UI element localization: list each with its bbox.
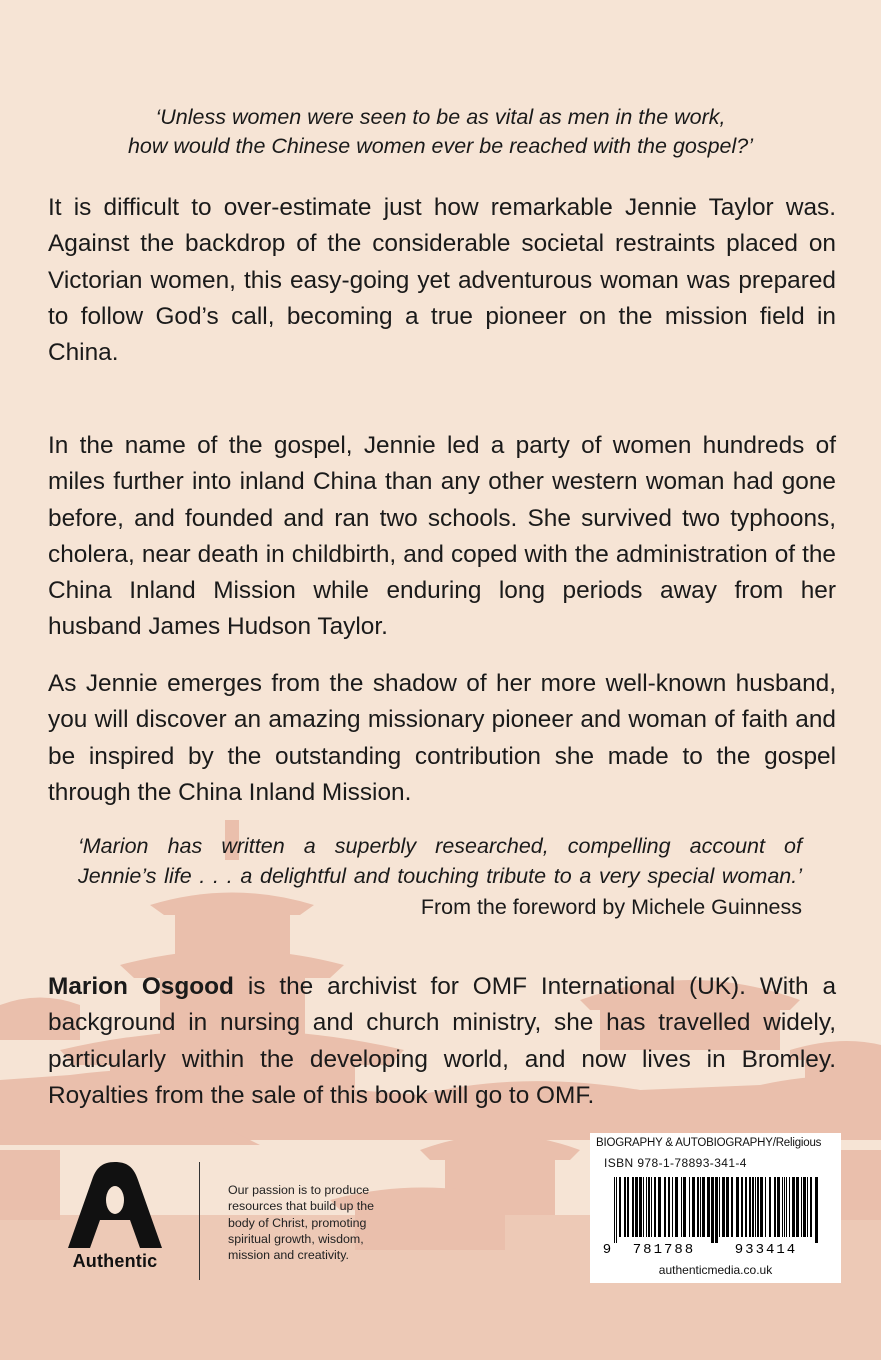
barcode-bar <box>731 1177 733 1237</box>
barcode-bar <box>792 1177 795 1237</box>
publisher-website: authenticmedia.co.uk <box>658 1263 773 1277</box>
barcode-bar <box>815 1177 818 1243</box>
barcode-bar <box>760 1177 763 1237</box>
barcode-bar <box>726 1177 729 1237</box>
blurb-paragraph-2-text: In the name of the gospel, Jennie led a party of women hundreds of miles further into inland China than any other western woman had gone before, and founded and ran two schools. She survived two typhoons, cholera, near death in childbirth, and coped with the administration of the China Inland Mission while enduring long periods away from her husband James Hudson Taylor. <box>48 432 836 641</box>
barcode-bar <box>624 1177 626 1237</box>
isbn-barcode <box>602 1177 828 1258</box>
barcode-bar <box>692 1177 695 1237</box>
endorsement-quote <box>78 832 802 923</box>
barcode-bar <box>614 1177 615 1243</box>
opening-quote-line-2: how would the Chinese women ever be reached with the gospel?’ <box>127 134 754 158</box>
barcode-bar <box>700 1177 701 1237</box>
barcode-bar <box>796 1177 799 1237</box>
blurb-paragraph-1 <box>48 190 836 371</box>
blurb-paragraph-3-text: As Jennie emerges from the shadow of her more well-known husband, you will discover an amazing missionary pioneer and woman of faith and be inspired by the outstanding contribution she made to the gospel through the China Inland Mission. <box>48 670 836 806</box>
barcode-bar <box>719 1177 720 1237</box>
tagline-line-2: resources that build up the <box>228 1199 375 1214</box>
author-bio-text <box>48 969 836 1114</box>
barcode-bar <box>722 1177 725 1237</box>
barcode-bar <box>782 1177 783 1237</box>
barcode-bar <box>658 1177 661 1237</box>
barcode-digits: 9 <box>602 1242 614 1258</box>
barcode-bar <box>648 1177 650 1237</box>
barcode-bar <box>683 1177 686 1237</box>
barcode-bar <box>681 1177 682 1237</box>
barcode-digits: 781788 <box>632 1242 696 1258</box>
barcode-bar <box>702 1177 705 1237</box>
barcode-bar <box>707 1177 710 1237</box>
blurb-paragraph-3 <box>48 666 836 811</box>
barcode-bar <box>632 1177 634 1237</box>
barcode-bar <box>803 1177 806 1237</box>
author-bio <box>48 969 836 1114</box>
barcode-bar <box>789 1177 790 1237</box>
blurb-paragraph-1-text: It is difficult to over-estimate just how remarkable Jennie Taylor was. Against the backdrop of the considerable societal restraints placed on Victorian women, this easy-going yet adventurous woman was prepared to follow God’s call, becoming a true pioneer on the mission field in China. <box>48 194 836 367</box>
tagline-line-5: mission and creativity. <box>228 1248 349 1263</box>
barcode-bar <box>749 1177 751 1237</box>
barcode-bar <box>752 1177 754 1237</box>
barcode-bar <box>675 1177 678 1237</box>
endorsement-text <box>78 832 802 891</box>
barcode-bar <box>755 1177 756 1237</box>
book-category: BIOGRAPHY & AUTOBIOGRAPHY/Religious <box>596 1137 822 1149</box>
barcode-bar <box>786 1177 787 1237</box>
opening-quote-line-1: ‘Unless women were seen to be as vital as men in the work, <box>155 105 726 129</box>
barcode-bar <box>757 1177 759 1237</box>
endorsement-line-1: ‘Marion has written a superbly researched, compelling account of <box>78 834 802 858</box>
barcode-digits: 933414 <box>734 1242 798 1258</box>
barcode-bar <box>654 1177 656 1237</box>
publisher-logo-word: Authentic <box>72 1251 158 1271</box>
barcode-bar <box>643 1177 644 1237</box>
barcode-bar <box>769 1177 771 1237</box>
barcode-panel <box>590 1133 841 1283</box>
barcode-bar <box>616 1177 617 1243</box>
barcode-bar <box>697 1177 699 1237</box>
barcode-bar <box>807 1177 808 1237</box>
publisher-tagline <box>228 1182 418 1263</box>
barcode-bar <box>646 1177 647 1237</box>
isbn-label: ISBN 978-1-78893-341-4 <box>604 1156 747 1170</box>
author-name: Marion Osgood <box>48 973 234 1000</box>
barcode-bar <box>736 1177 739 1237</box>
barcode-bar <box>715 1177 718 1243</box>
barcode-bar <box>668 1177 670 1237</box>
opening-quote <box>60 103 821 161</box>
endorsement-attribution: From the foreword by Michele Guinness <box>420 895 802 919</box>
barcode-bar <box>777 1177 780 1237</box>
barcode-bar <box>664 1177 666 1237</box>
barcode-bar <box>711 1177 714 1243</box>
barcode-bar <box>741 1177 743 1237</box>
barcode-bar <box>784 1177 785 1237</box>
blurb-paragraph-2 <box>48 428 836 646</box>
tagline-line-4: spiritual growth, wisdom, <box>228 1231 364 1246</box>
barcode-bar <box>635 1177 638 1237</box>
tagline-line-1: Our passion is to produce <box>228 1183 370 1197</box>
barcode-bar <box>672 1177 673 1237</box>
endorsement-line-2: Jennie’s life . . . a delightful and touching tribute to a very special woman.’ <box>78 863 802 888</box>
barcode-bar <box>689 1177 690 1237</box>
barcode-bar <box>627 1177 629 1237</box>
publisher-divider <box>199 1162 200 1280</box>
tagline-line-3: body of Christ, promoting <box>228 1215 367 1230</box>
barcode-bar <box>639 1177 642 1237</box>
author-bio-body: is the archivist for OMF International (UK). With a background in nursing and church ministry, she has travelled widely, particularly within the developing world, and now lives in Bromley. Royalties from the sale of this book will go to OMF. <box>48 973 837 1109</box>
barcode-bar <box>745 1177 747 1237</box>
barcode-bar <box>619 1177 621 1237</box>
barcode-bar <box>774 1177 776 1237</box>
barcode-bar <box>651 1177 652 1237</box>
barcode-bar <box>765 1177 766 1237</box>
barcode-bar <box>801 1177 802 1237</box>
barcode-bar <box>810 1177 812 1237</box>
